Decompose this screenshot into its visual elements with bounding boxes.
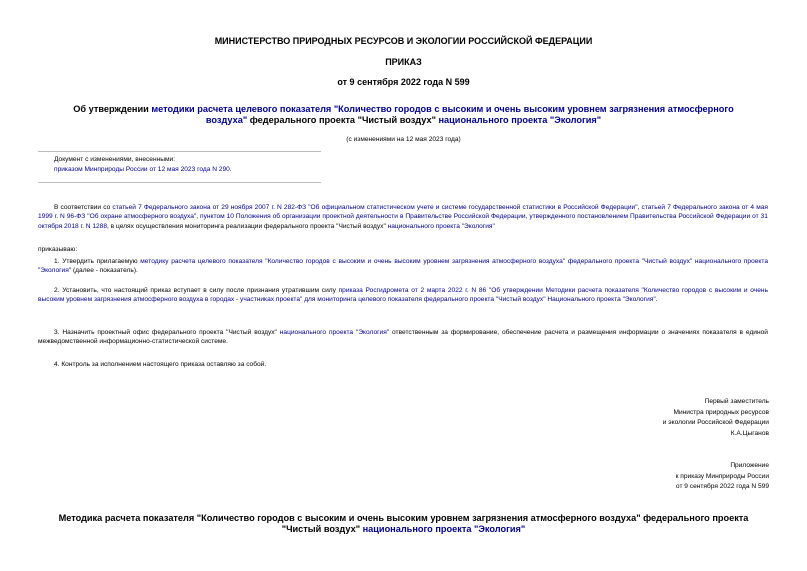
item1-text-1: 1. Утвердить прилагаемую <box>54 258 141 265</box>
order-word: приказываю: <box>38 246 78 253</box>
method-title-national-project-link[interactable]: национального проекта "Экология" <box>362 524 526 534</box>
title-middle: федерального проекта "Чистый воздух" <box>249 115 439 125</box>
appendix-line-3: от 9 сентября 2022 года N 599 <box>675 483 769 491</box>
item3-text-1: 3. Назначить проектный офис федерального проекта "Чистый воздух" <box>54 329 280 336</box>
amendment-note: (с изменениями на 12 мая 2023 года) <box>346 136 461 143</box>
method-title <box>48 513 759 535</box>
item3-text-2: ответственным за формирование, обеспечение расчета и размещения информации о значениях показателя в единой межведомственной информационно-статистической системе. <box>38 329 768 346</box>
item2-rosgidromet-order-link[interactable]: приказа Росгидромета от 2 марта 2022 г. N 86 "Об утверждении Методики расчета показателя "Количество городов с высоким и очень высоким уровнем загрязнения атмосферного воздуха в городах - участниках проекта" для мониторинга целевого показателя федерального проекта "Чистый воздух" Национального проекта "Экология" <box>38 287 769 304</box>
title-national-project-link[interactable]: национального проекта "Экология" <box>438 115 602 125</box>
item2-text-2: . <box>655 296 658 304</box>
changes-box-top-divider <box>38 151 321 152</box>
appendix-line-2: к приказу Минприроды России <box>675 472 769 480</box>
preamble-paragraph <box>38 203 768 231</box>
title-prefix: Об утверждении <box>73 104 152 114</box>
changes-order-link[interactable]: приказом Минприроды России от 12 мая 2023 года N 290. <box>54 166 232 174</box>
document-title <box>70 104 737 126</box>
signature-name: К.А.Цыганов <box>730 429 769 437</box>
order-item-4: 4. Контроль за исполнением настоящего приказа оставляю за собой. <box>54 361 267 368</box>
order-item-3 <box>38 328 768 347</box>
signature-block <box>663 397 769 439</box>
signature-line-3: и экологии Российской Федерации <box>662 419 769 427</box>
signature-line-2: Министра природных ресурсов <box>673 408 769 416</box>
signature-line-1: Первый заместитель <box>704 398 769 405</box>
law-96-fz-link[interactable]: статьей 7 Федерального закона от 4 мая 1999 г. N 96-ФЗ "Об охране атмосферного воздуха" <box>38 204 768 221</box>
preamble-text-2: , <box>637 204 642 211</box>
order-item-1 <box>38 257 768 276</box>
preamble-text-4: , в целях осуществления мониторинга реализации федерального проекта "Чистый воздух" <box>107 222 388 230</box>
preamble-text-1: В соответствии со <box>54 204 113 211</box>
item1-text-2: (далее - показатель). <box>71 267 138 275</box>
changes-box-label: Документ с изменениями, внесенными: <box>54 156 176 163</box>
preamble-national-project-link[interactable]: национального проекта "Экология" <box>387 222 495 230</box>
appendix-block <box>676 461 769 493</box>
method-title-text: Методика расчета показателя "Количество городов с высоким и очень высоким уровнем загрязнения атмосферного воздуха" федерального проекта "Чистый воздух" <box>58 513 749 534</box>
doc-type: ПРИКАЗ <box>385 57 422 67</box>
item3-national-project-link[interactable]: национального проекта "Экология" <box>279 329 390 336</box>
item2-text-1: 2. Установить, что настоящий приказ вступает в силу после признания утратившим силу <box>54 287 339 294</box>
order-item-2 <box>38 286 768 305</box>
doc-date-number: от 9 сентября 2022 года N 599 <box>337 77 470 87</box>
law-282-fz-link[interactable]: статьей 7 Федерального закона от 29 ноября 2007 г. N 282-ФЗ "Об официальном статистическом учете и системе государственной статистики в Российской Федерации" <box>112 204 638 211</box>
appendix-line-1: Приложение <box>730 462 769 469</box>
title-method-link[interactable]: методики расчета целевого показателя "Количество городов с высоким и очень высоким уровнем загрязнения атмосферного воздуха" <box>151 104 734 125</box>
resolution-1288-link[interactable]: пунктом 10 Положения об организации проектной деятельности в Правительстве Российской Федерации, утвержденного постановлением Правительства Российской Федерации от 31 октября 2018 г. N 1288 <box>38 213 768 230</box>
ministry-heading: МИНИСТЕРСТВО ПРИРОДНЫХ РЕСУРСОВ И ЭКОЛОГИИ РОССИЙСКОЙ ФЕДЕРАЦИИ <box>214 36 593 46</box>
preamble-text-3: , <box>196 213 201 221</box>
item1-method-link[interactable]: методику расчета целевого показателя "Количество городов с высоким и очень высоким уровнем загрязнения атмосферного воздуха" федерального проекта "Чистый воздух" национального проекта "Экология" <box>38 258 769 275</box>
changes-box-bottom-divider <box>38 182 321 183</box>
changes-box <box>54 155 232 176</box>
